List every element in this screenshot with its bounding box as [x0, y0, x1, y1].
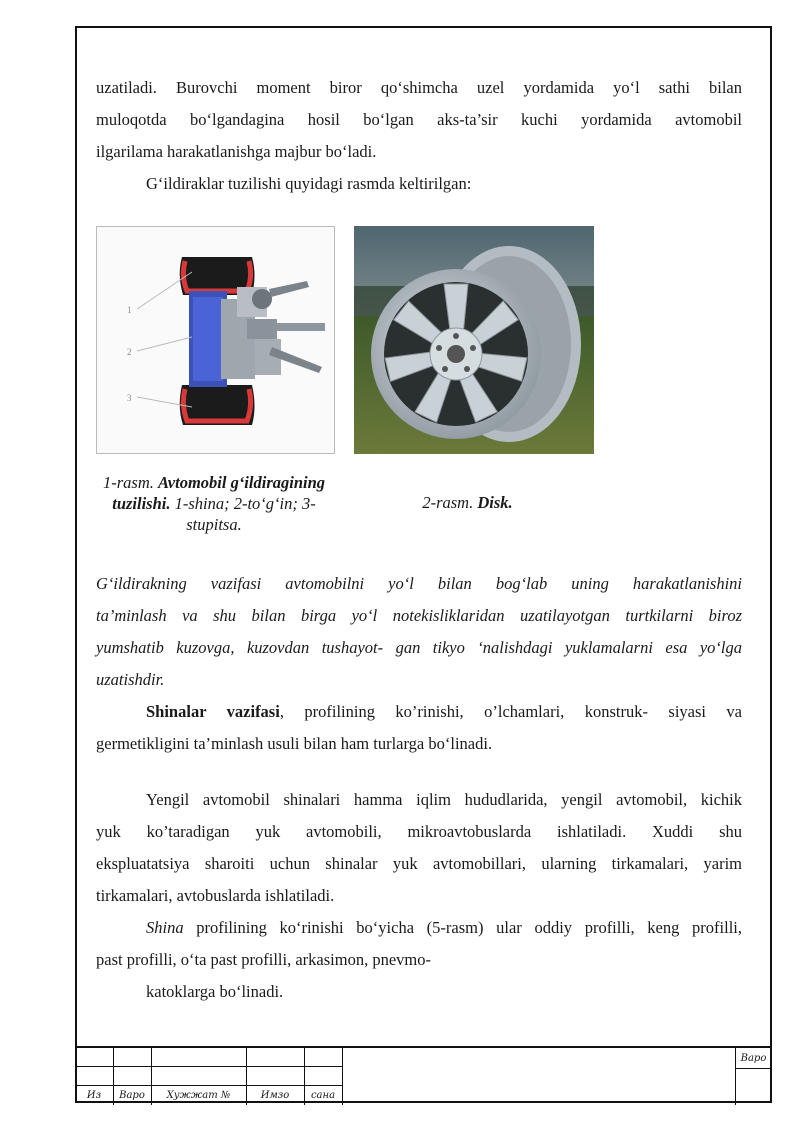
caption-legend: 1-shina; 2-to‘g‘in; 3-stupitsa.	[170, 494, 316, 534]
stamp-sheet: Варо	[740, 1053, 767, 1064]
text-line: ekspluatatsiya sharoiti uchun shinalar yuk avtomobillari, ularning tirkamalari, yarim	[96, 854, 742, 873]
text-line: katoklarga bo‘linadi.	[146, 982, 284, 1001]
text-line: G‘ildirakning vazifasi avtomobilni yo‘l bilan bog‘lab uning harakatlanishini	[96, 574, 742, 593]
caption-title: Avtomobil g‘ildiragining tuzilishi.	[112, 473, 326, 513]
text-line: tirkamalari, avtobuslarda ishlatiladi.	[96, 886, 335, 905]
text-line: ilgarilama harakatlanishga majbur bo‘ladi.	[96, 142, 377, 161]
text-line: past profilli, o‘ta past profilli, arkasimon, pnevmo-	[96, 950, 431, 969]
label-1: 1	[127, 305, 132, 315]
text-line: G‘ildiraklar tuzilishi quyidagi rasmda keltirilgan:	[146, 174, 472, 193]
disk-photo-figure	[354, 226, 594, 454]
stamp-signature: Имзо	[260, 1090, 290, 1101]
text-line: yuk ko’taradigan yuk avtomobili, mikroavtobuslarda ishlatiladi. Xuddi shu	[96, 822, 742, 841]
text-line	[96, 696, 742, 728]
paragraph-5	[96, 784, 742, 1008]
title-block-stamp	[75, 1046, 772, 1105]
text-line: germetikligini ta’minlash usuli bilan ham turlarga bo‘linadi.	[96, 734, 493, 753]
caption-prefix: 2-rasm.	[422, 493, 478, 512]
caption-title: Disk.	[477, 493, 513, 512]
wheel-structure-figure	[96, 226, 335, 454]
text-line: ta’minlash va shu bilan birga yo‘l notekisliklaridan uzatilayotgan turtkilarni biroz	[96, 606, 742, 625]
text-line: uzatishdir.	[96, 670, 165, 689]
label-2: 2	[127, 347, 132, 357]
text-span: profilining ko‘rinishi bo‘yicha (5-rasm) ular oddiy profilli, keng profilli,	[183, 918, 742, 937]
text-line: yumshatib kuzovga, kuzovdan tushayot- gan tikyo ‘nalishdagi yuklamalarni esa yo‘lga	[96, 638, 742, 657]
text-line: uzatiladi. Burovchi moment biror qo‘shimcha uzel yordamida yo‘l sathi bilan	[96, 78, 742, 97]
stamp-varo: Варо	[119, 1090, 145, 1101]
stamp-date: сана	[310, 1090, 336, 1101]
figure-2-caption	[380, 492, 555, 513]
stamp-document-no: Хужжат №	[166, 1090, 231, 1101]
figure-1-caption	[100, 472, 328, 535]
stamp-iz: Из	[86, 1090, 102, 1101]
caption-prefix: 1-rasm.	[102, 473, 158, 492]
text-line: muloqotda bo‘lgandagina hosil bo‘lgan aks-ta’sir kuchi yordamida avtomobil	[96, 110, 742, 129]
text-line	[96, 912, 742, 944]
italic-term: Shina	[146, 918, 184, 937]
bold-term: Shinalar vazifasi	[146, 702, 280, 721]
paragraph-1	[96, 72, 742, 200]
text-span: , profilining ko’rinishi, o’lchamlari, konstruk- siyasi va	[279, 702, 742, 721]
label-3: 3	[127, 393, 132, 403]
paragraph-3	[96, 568, 742, 760]
text-line: Yengil avtomobil shinalari hamma iqlim hududlarida, yengil avtomobil, kichik	[146, 790, 742, 809]
